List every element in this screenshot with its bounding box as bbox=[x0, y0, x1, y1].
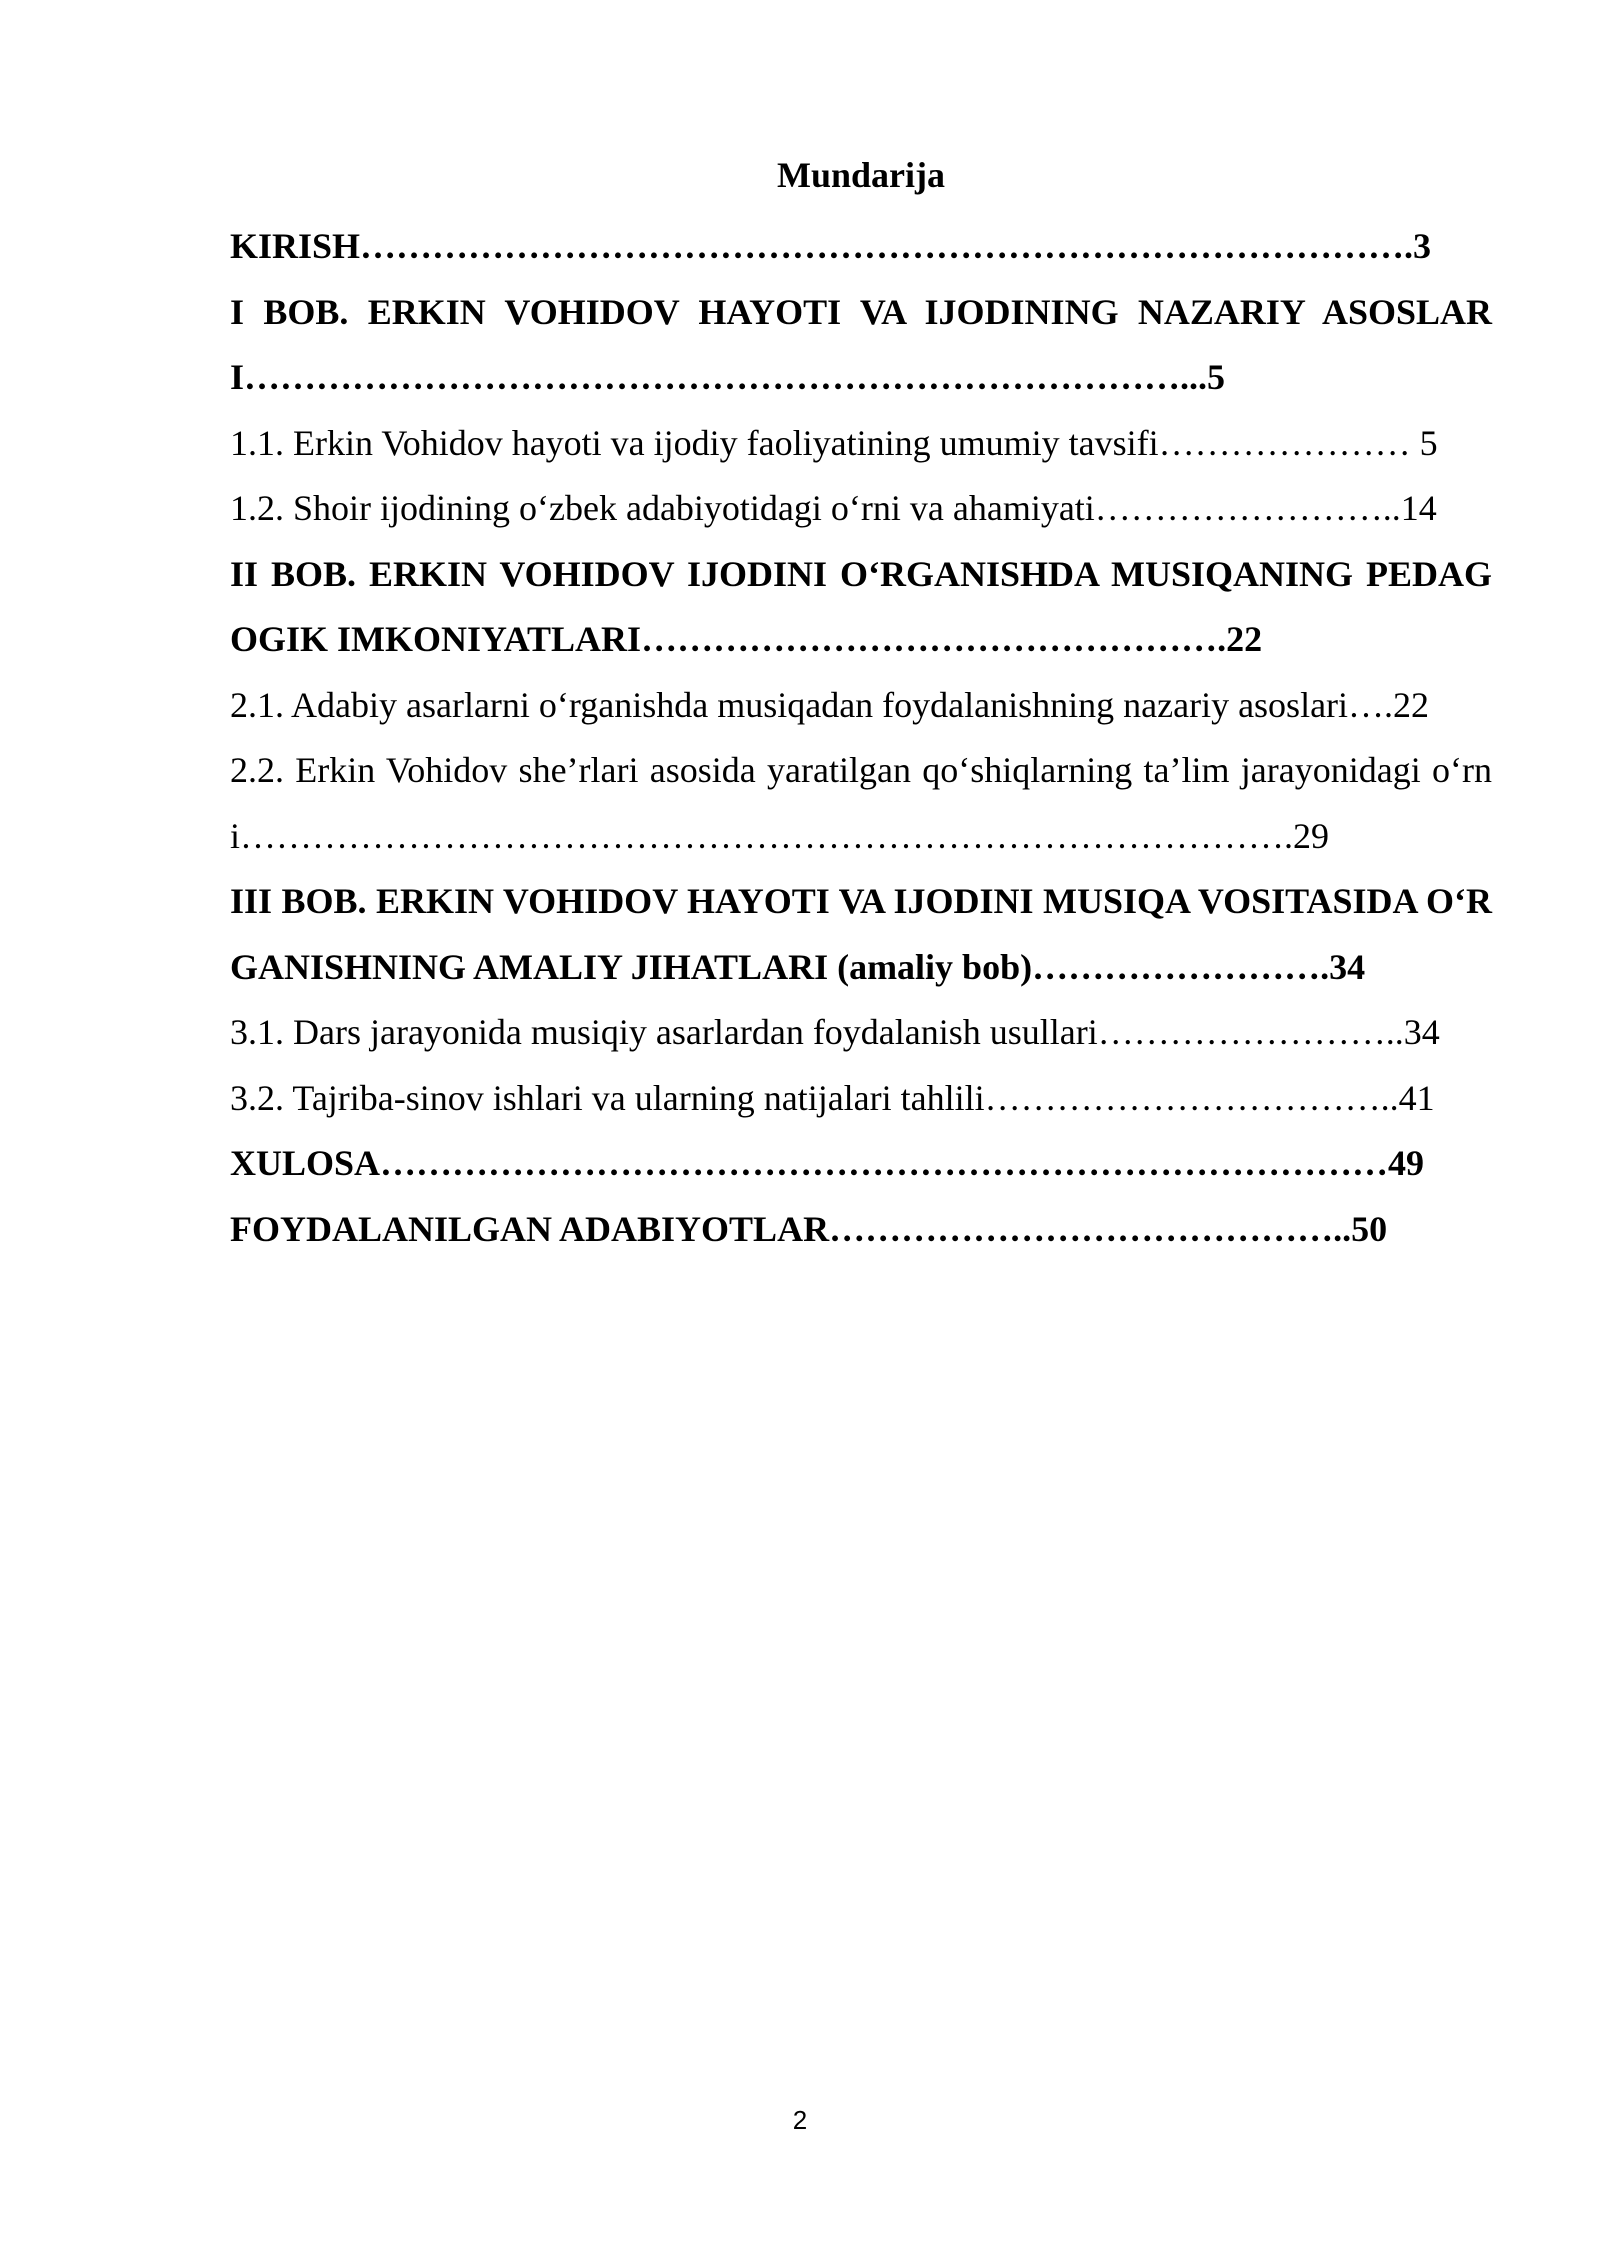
toc-entry-kirish: KIRISH…………………………………………………………………………….3 bbox=[230, 226, 1432, 266]
toc-entry-section-2-1: 2.1. Adabiy asarlarni o‘rganishda musiqadan foydalanishning nazariy asoslari….22 bbox=[230, 684, 1430, 725]
toc-entry-section-1-1: 1.1. Erkin Vohidov hayoti va ijodiy faoliyatining umumiy tavsifi………………… 5 bbox=[230, 422, 1438, 463]
page-number: 2 bbox=[792, 2105, 808, 2135]
page-title: Mundarija bbox=[776, 155, 945, 195]
toc-entry-xulosa: XULOSA…………………………………………………………………………49 bbox=[230, 1143, 1425, 1183]
toc-entry-section-3-1: 3.1. Dars jarayonida musiqiy asarlardan foydalanish usullari……………………..34 bbox=[230, 1012, 1440, 1052]
toc-entry-chapter-2: II BOB. ERKIN VOHIDOV IJODINI O‘RGANISHDA MUSIQANING PEDAGOGIK IMKONIYATLARI………………………………………….22 bbox=[230, 553, 1492, 659]
toc-entry-chapter-3: III BOB. ERKIN VOHIDOV HAYOTI VA IJODINI MUSIQA VOSITASIDA O‘RGANISHNING AMALIY JIHATLARI (amaliy bob)…………………….34 bbox=[230, 881, 1492, 987]
toc-entry-section-3-2: 3.2. Tajriba-sinov ishlari va ularning natijalari tahlili……………………………..41 bbox=[230, 1077, 1435, 1118]
toc-entry-section-2-2: 2.2. Erkin Vohidov she’rlari asosida yaratilgan qo‘shiqlarning ta’lim jarayonidagi o‘rni…………………………………………………………………………….29 bbox=[230, 750, 1492, 856]
table-of-contents bbox=[230, 214, 1492, 1262]
toc-entry-references: FOYDALANILGAN ADABIYOTLAR……………………………………..50 bbox=[230, 1208, 1388, 1249]
toc-entry-section-1-2: 1.2. Shoir ijodining o‘zbek adabiyotidagi o‘rni va ahamiyati……………………..14 bbox=[230, 488, 1437, 528]
toc-entry-chapter-1: I BOB. ERKIN VOHIDOV HAYOTI VA IJODINING NAZARIY ASOSLARI……………………………………………………………………...5 bbox=[230, 291, 1492, 397]
